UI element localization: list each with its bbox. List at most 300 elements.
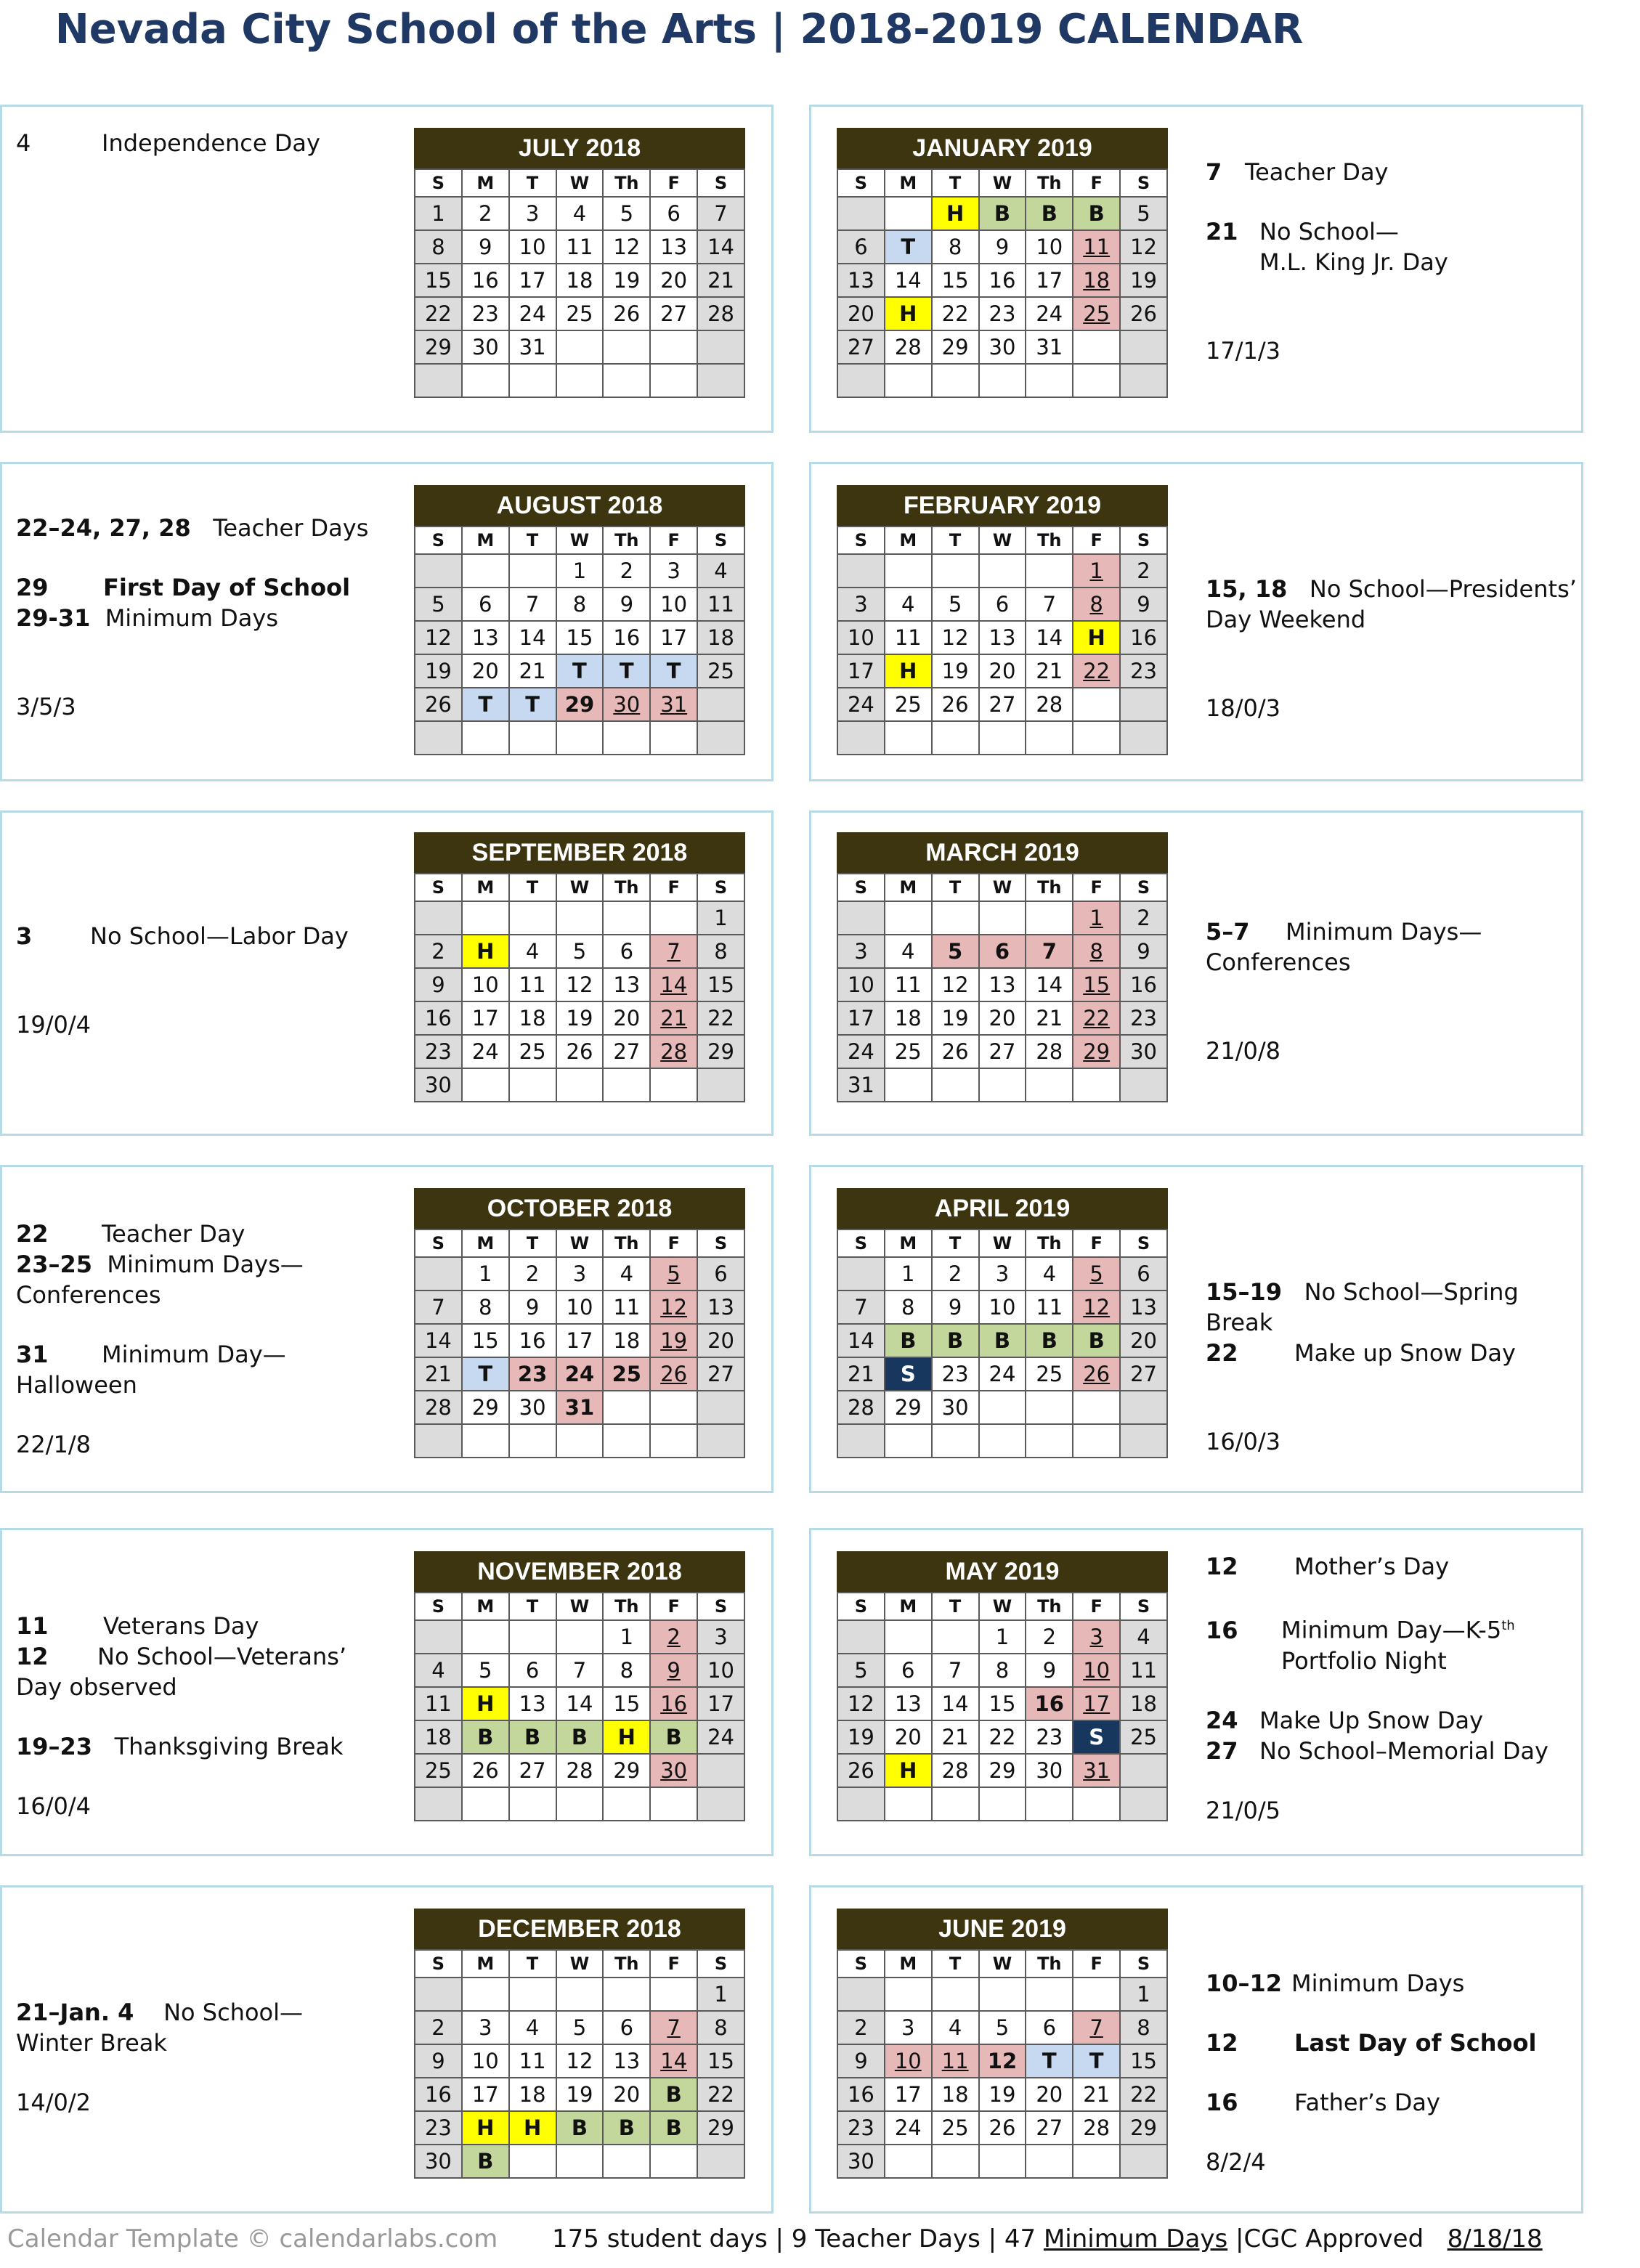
day-cell	[885, 1620, 932, 1654]
day-cell	[603, 901, 650, 935]
day-cell: 8	[885, 1291, 932, 1324]
note-count: 14/0/2	[16, 2089, 91, 2116]
day-cell: 9	[1026, 1654, 1073, 1687]
day-cell: 9	[1120, 588, 1167, 621]
day-cell: 3	[885, 2011, 932, 2044]
note-august	[16, 513, 368, 722]
note-april	[1206, 1277, 1519, 1457]
calendar-july	[414, 128, 745, 398]
day-cell	[1026, 1068, 1073, 1102]
note-date: 23–25	[16, 1251, 93, 1278]
day-cell: 24	[697, 1720, 744, 1754]
day-cell: 9	[650, 1654, 697, 1687]
day-cell: 30	[932, 1391, 979, 1424]
day-cell: 28	[556, 1754, 604, 1787]
note-text: Thanksgiving Break	[114, 1733, 344, 1760]
day-cell: 13	[603, 968, 650, 1001]
day-cell: 9	[932, 1291, 979, 1324]
day-cell: 1	[556, 554, 604, 588]
weekday-header: S	[697, 874, 744, 901]
day-cell: 13	[885, 1687, 932, 1720]
day-cell	[1026, 901, 1073, 935]
day-cell: 2	[1120, 554, 1167, 588]
day-cell: 16	[1026, 1687, 1073, 1720]
month-grid	[837, 1592, 1168, 1821]
day-cell: 7	[415, 1291, 462, 1324]
day-cell	[415, 554, 462, 588]
day-cell: 9	[837, 2044, 885, 2078]
weekday-header: W	[979, 1593, 1026, 1620]
day-cell	[556, 1978, 604, 2011]
weekday-header: Th	[603, 169, 650, 197]
day-cell	[1073, 1978, 1120, 2011]
day-cell: 30	[837, 2145, 885, 2178]
day-cell	[603, 1787, 650, 1821]
day-cell: 20	[979, 654, 1026, 688]
note-text: No School—Labor Day	[90, 922, 349, 950]
day-cell	[837, 1978, 885, 2011]
day-cell: 20	[462, 654, 509, 688]
month-header: DECEMBER 2018	[414, 1909, 745, 1949]
day-cell	[979, 721, 1026, 755]
day-cell	[509, 721, 556, 755]
day-cell: 21	[1026, 1001, 1073, 1035]
day-cell: 20	[885, 1720, 932, 1754]
day-cell: 14	[650, 2044, 697, 2078]
day-cell: 24	[509, 297, 556, 330]
day-cell: 24	[979, 1357, 1026, 1391]
day-cell: 13	[603, 2044, 650, 2078]
day-cell: 28	[885, 330, 932, 364]
day-cell: H	[462, 935, 509, 968]
day-cell: 10	[885, 2044, 932, 2078]
weekday-header: T	[509, 527, 556, 554]
month-grid	[414, 1229, 745, 1458]
day-cell	[932, 901, 979, 935]
day-cell: 11	[932, 2044, 979, 2078]
day-cell: 10	[697, 1654, 744, 1687]
day-cell: 27	[837, 330, 885, 364]
month-header: MARCH 2019	[837, 832, 1168, 873]
day-cell: 25	[415, 1754, 462, 1787]
day-cell	[603, 1424, 650, 1458]
day-cell: 21	[1026, 654, 1073, 688]
day-cell: 17	[1073, 1687, 1120, 1720]
note-count: 22/1/8	[16, 1431, 91, 1458]
weekday-header: T	[932, 169, 979, 197]
day-cell: 21	[509, 654, 556, 688]
day-cell	[650, 330, 697, 364]
day-cell	[885, 1068, 932, 1102]
weekday-header: M	[885, 1229, 932, 1257]
day-cell: 30	[509, 1391, 556, 1424]
day-cell: 18	[932, 2078, 979, 2111]
day-cell: 22	[1073, 654, 1120, 688]
day-cell: 1	[697, 1978, 744, 2011]
weekday-header: T	[509, 169, 556, 197]
day-cell: 29	[885, 1391, 932, 1424]
day-cell: 10	[650, 588, 697, 621]
day-cell	[697, 1787, 744, 1821]
day-cell: 17	[462, 1001, 509, 1035]
day-cell: 2	[1026, 1620, 1073, 1654]
day-cell: 6	[979, 935, 1026, 968]
month-grid	[837, 1949, 1168, 2179]
day-cell: 20	[603, 1001, 650, 1035]
weekday-header: W	[979, 874, 1026, 901]
note-october	[16, 1219, 304, 1460]
day-cell: 6	[509, 1654, 556, 1687]
weekday-header: S	[697, 527, 744, 554]
weekday-header: S	[415, 874, 462, 901]
note-date: 12	[1206, 1553, 1238, 1580]
weekday-header: F	[1073, 1229, 1120, 1257]
weekday-header: W	[556, 874, 604, 901]
day-cell: H	[932, 197, 979, 230]
note-text: First Day of School	[103, 574, 351, 601]
day-cell: 26	[556, 1035, 604, 1068]
weekday-header: Th	[1026, 1229, 1073, 1257]
weekday-header: Th	[603, 1950, 650, 1978]
day-cell: 29	[932, 330, 979, 364]
day-cell: 17	[885, 2078, 932, 2111]
day-cell: 9	[509, 1291, 556, 1324]
note-text: Veterans Day	[103, 1612, 259, 1640]
month-header: JANUARY 2019	[837, 128, 1168, 168]
day-cell: 16	[650, 1687, 697, 1720]
weekday-header: T	[932, 527, 979, 554]
day-cell: T	[509, 688, 556, 721]
day-cell: 7	[650, 935, 697, 968]
note-count: 21/0/8	[1206, 1037, 1280, 1065]
day-cell: 10	[837, 968, 885, 1001]
day-cell: 16	[979, 264, 1026, 297]
day-cell: 23	[415, 1035, 462, 1068]
day-cell	[509, 1978, 556, 2011]
note-date: 4	[16, 129, 31, 157]
day-cell: 14	[1026, 968, 1073, 1001]
day-cell: 15	[462, 1324, 509, 1357]
weekday-header: S	[837, 169, 885, 197]
day-cell: H	[885, 654, 932, 688]
day-cell: 6	[603, 935, 650, 968]
day-cell: 5	[1073, 1257, 1120, 1291]
day-cell: 11	[1026, 1291, 1073, 1324]
day-cell: 1	[885, 1257, 932, 1291]
day-cell	[979, 1068, 1026, 1102]
day-cell: 28	[837, 1391, 885, 1424]
day-cell: 10	[462, 2044, 509, 2078]
day-cell: 2	[1120, 901, 1167, 935]
weekday-header: S	[837, 1593, 885, 1620]
note-count: 16/0/3	[1206, 1428, 1280, 1455]
day-cell: 15	[556, 621, 604, 654]
day-cell	[1120, 1068, 1167, 1102]
day-cell: B	[603, 2111, 650, 2145]
weekday-header: S	[415, 1950, 462, 1978]
weekday-header: S	[837, 527, 885, 554]
weekday-header: W	[979, 169, 1026, 197]
month-header: MAY 2019	[837, 1551, 1168, 1592]
day-cell: 31	[556, 1391, 604, 1424]
note-text: No School—	[1259, 218, 1399, 245]
day-cell: 19	[932, 1001, 979, 1035]
day-cell	[1073, 2145, 1120, 2178]
day-cell: B	[1026, 197, 1073, 230]
day-cell: 3	[697, 1620, 744, 1654]
day-cell: 4	[932, 2011, 979, 2044]
day-cell: 14	[885, 264, 932, 297]
weekday-header: S	[1120, 1950, 1167, 1978]
note-date: 21–Jan. 4	[16, 1999, 134, 2026]
day-cell: 20	[603, 2078, 650, 2111]
note-january	[1206, 157, 1448, 366]
note-date: 19–23	[16, 1733, 93, 1760]
day-cell: 7	[509, 588, 556, 621]
day-cell: 29	[1120, 2111, 1167, 2145]
day-cell	[885, 554, 932, 588]
day-cell: 14	[415, 1324, 462, 1357]
day-cell: 16	[415, 2078, 462, 2111]
month-header: APRIL 2019	[837, 1188, 1168, 1229]
day-cell	[603, 364, 650, 397]
day-cell	[462, 554, 509, 588]
day-cell: 28	[1026, 688, 1073, 721]
day-cell: 2	[462, 197, 509, 230]
day-cell: 29	[603, 1754, 650, 1787]
day-cell: 11	[415, 1687, 462, 1720]
day-cell: 30	[650, 1754, 697, 1787]
day-cell: 28	[1073, 2111, 1120, 2145]
day-cell: 11	[556, 230, 604, 264]
day-cell: 1	[462, 1257, 509, 1291]
month-grid	[414, 1949, 745, 2179]
day-cell: 20	[1120, 1324, 1167, 1357]
weekday-header: S	[415, 169, 462, 197]
day-cell: 30	[462, 330, 509, 364]
note-date: 27	[1206, 1736, 1238, 1765]
day-cell: 7	[1026, 588, 1073, 621]
day-cell: 21	[932, 1720, 979, 1754]
note-text-cont: Conferences	[1206, 948, 1351, 976]
day-cell: 26	[650, 1357, 697, 1391]
month-header: FEBRUARY 2019	[837, 485, 1168, 526]
weekday-header: T	[509, 1229, 556, 1257]
weekday-header: T	[932, 1950, 979, 1978]
day-cell: 4	[885, 588, 932, 621]
day-cell: T	[1026, 2044, 1073, 2078]
day-cell	[556, 1424, 604, 1458]
day-cell: 2	[603, 554, 650, 588]
day-cell	[697, 1754, 744, 1787]
day-cell	[1120, 1391, 1167, 1424]
day-cell	[650, 721, 697, 755]
day-cell: 29	[697, 2111, 744, 2145]
day-cell: 27	[650, 297, 697, 330]
day-cell: 7	[1073, 2011, 1120, 2044]
day-cell	[556, 1068, 604, 1102]
weekday-header: Th	[603, 527, 650, 554]
day-cell: 18	[556, 264, 604, 297]
day-cell	[932, 1620, 979, 1654]
note-text: Minimum Days	[105, 604, 279, 632]
day-cell: 16	[603, 621, 650, 654]
calendar-october	[414, 1188, 745, 1458]
day-cell: T	[650, 654, 697, 688]
day-cell	[1026, 1978, 1073, 2011]
day-cell: 5	[979, 2011, 1026, 2044]
day-cell	[697, 1068, 744, 1102]
day-cell	[932, 1787, 979, 1821]
day-cell: B	[1026, 1324, 1073, 1357]
weekday-header: T	[932, 874, 979, 901]
day-cell	[462, 1787, 509, 1821]
weekday-header: M	[885, 874, 932, 901]
day-cell	[885, 1978, 932, 2011]
weekday-header: S	[1120, 1593, 1167, 1620]
day-cell: 21	[697, 264, 744, 297]
note-march	[1206, 916, 1482, 1066]
day-cell: 4	[697, 554, 744, 588]
day-cell	[650, 1424, 697, 1458]
day-cell: 3	[837, 588, 885, 621]
day-cell: 30	[603, 688, 650, 721]
day-cell	[837, 554, 885, 588]
day-cell: 27	[603, 1035, 650, 1068]
day-cell: 8	[603, 1654, 650, 1687]
note-date: 29	[16, 574, 49, 601]
day-cell	[1120, 2145, 1167, 2178]
day-cell: H	[509, 2111, 556, 2145]
day-cell	[509, 1068, 556, 1102]
day-cell: 26	[1120, 297, 1167, 330]
day-cell	[979, 1391, 1026, 1424]
day-cell	[415, 1978, 462, 2011]
note-june	[1206, 1968, 1536, 2177]
day-cell: B	[650, 2111, 697, 2145]
day-cell: S	[1073, 1720, 1120, 1754]
day-cell: 11	[1120, 1654, 1167, 1687]
day-cell: 28	[650, 1035, 697, 1068]
note-text-cont: Day observed	[16, 1673, 177, 1701]
day-cell: 27	[979, 688, 1026, 721]
day-cell: 16	[837, 2078, 885, 2111]
day-cell: 23	[837, 2111, 885, 2145]
day-cell: 29	[415, 330, 462, 364]
day-cell: 17	[650, 621, 697, 654]
footer-min-days: Minimum Days	[1043, 2224, 1228, 2253]
day-cell: H	[885, 1754, 932, 1787]
day-cell	[979, 554, 1026, 588]
day-cell: 25	[1026, 1357, 1073, 1391]
day-cell	[650, 1978, 697, 2011]
day-cell: 8	[1120, 2011, 1167, 2044]
note-date: 21	[1206, 218, 1238, 245]
weekday-header: S	[697, 1950, 744, 1978]
note-date: 22	[1206, 1339, 1238, 1367]
day-cell	[1073, 330, 1120, 364]
day-cell: 19	[556, 1001, 604, 1035]
day-cell: 13	[979, 621, 1026, 654]
day-cell: 1	[603, 1620, 650, 1654]
note-text: Minimum Days—	[107, 1251, 304, 1278]
day-cell: 15	[1120, 2044, 1167, 2078]
calendar-august	[414, 485, 745, 755]
day-cell	[556, 330, 604, 364]
day-cell	[1120, 330, 1167, 364]
day-cell: 30	[1026, 1754, 1073, 1787]
day-cell: 27	[509, 1754, 556, 1787]
day-cell: T	[462, 688, 509, 721]
day-cell: 26	[415, 688, 462, 721]
note-text: Mother’s Day	[1294, 1553, 1450, 1580]
weekday-header: M	[885, 1593, 932, 1620]
day-cell: 16	[1120, 621, 1167, 654]
note-count: 17/1/3	[1206, 337, 1280, 365]
day-cell: 14	[556, 1687, 604, 1720]
day-cell: 28	[697, 297, 744, 330]
day-cell: 23	[1120, 654, 1167, 688]
calendar-april	[837, 1188, 1168, 1458]
day-cell: 23	[932, 1357, 979, 1391]
day-cell: 9	[462, 230, 509, 264]
day-cell	[415, 1787, 462, 1821]
day-cell	[1026, 721, 1073, 755]
day-cell: 13	[462, 621, 509, 654]
day-cell	[837, 1620, 885, 1654]
note-text-cont: Halloween	[16, 1371, 137, 1399]
day-cell	[1026, 1424, 1073, 1458]
day-cell: 7	[556, 1654, 604, 1687]
weekday-header: F	[1073, 1950, 1120, 1978]
weekday-header: W	[556, 1229, 604, 1257]
day-cell: 22	[932, 297, 979, 330]
day-cell: 3	[979, 1257, 1026, 1291]
day-cell: 25	[1073, 297, 1120, 330]
day-cell: 26	[1073, 1357, 1120, 1391]
day-cell: 12	[556, 2044, 604, 2078]
day-cell	[650, 2145, 697, 2178]
day-cell: 27	[697, 1357, 744, 1391]
day-cell: 4	[885, 935, 932, 968]
weekday-header: Th	[1026, 1950, 1073, 1978]
day-cell	[1120, 1754, 1167, 1787]
day-cell: 14	[932, 1687, 979, 1720]
day-cell: 3	[837, 935, 885, 968]
day-cell: 10	[509, 230, 556, 264]
month-header: AUGUST 2018	[414, 485, 745, 526]
day-cell	[932, 1424, 979, 1458]
day-cell	[603, 1068, 650, 1102]
day-cell: 17	[462, 2078, 509, 2111]
weekday-header: W	[556, 527, 604, 554]
day-cell: 8	[1073, 588, 1120, 621]
day-cell: 11	[1073, 230, 1120, 264]
day-cell	[462, 901, 509, 935]
day-cell: 5	[837, 1654, 885, 1687]
day-cell	[462, 721, 509, 755]
note-may	[1206, 1551, 1548, 1826]
day-cell: 10	[837, 621, 885, 654]
day-cell	[1073, 364, 1120, 397]
weekday-header: Th	[1026, 527, 1073, 554]
day-cell	[885, 197, 932, 230]
note-text: Minimum Day—K-5	[1281, 1616, 1502, 1644]
day-cell: 25	[885, 688, 932, 721]
day-cell: 20	[697, 1324, 744, 1357]
day-cell: 11	[697, 588, 744, 621]
day-cell: 12	[1073, 1291, 1120, 1324]
